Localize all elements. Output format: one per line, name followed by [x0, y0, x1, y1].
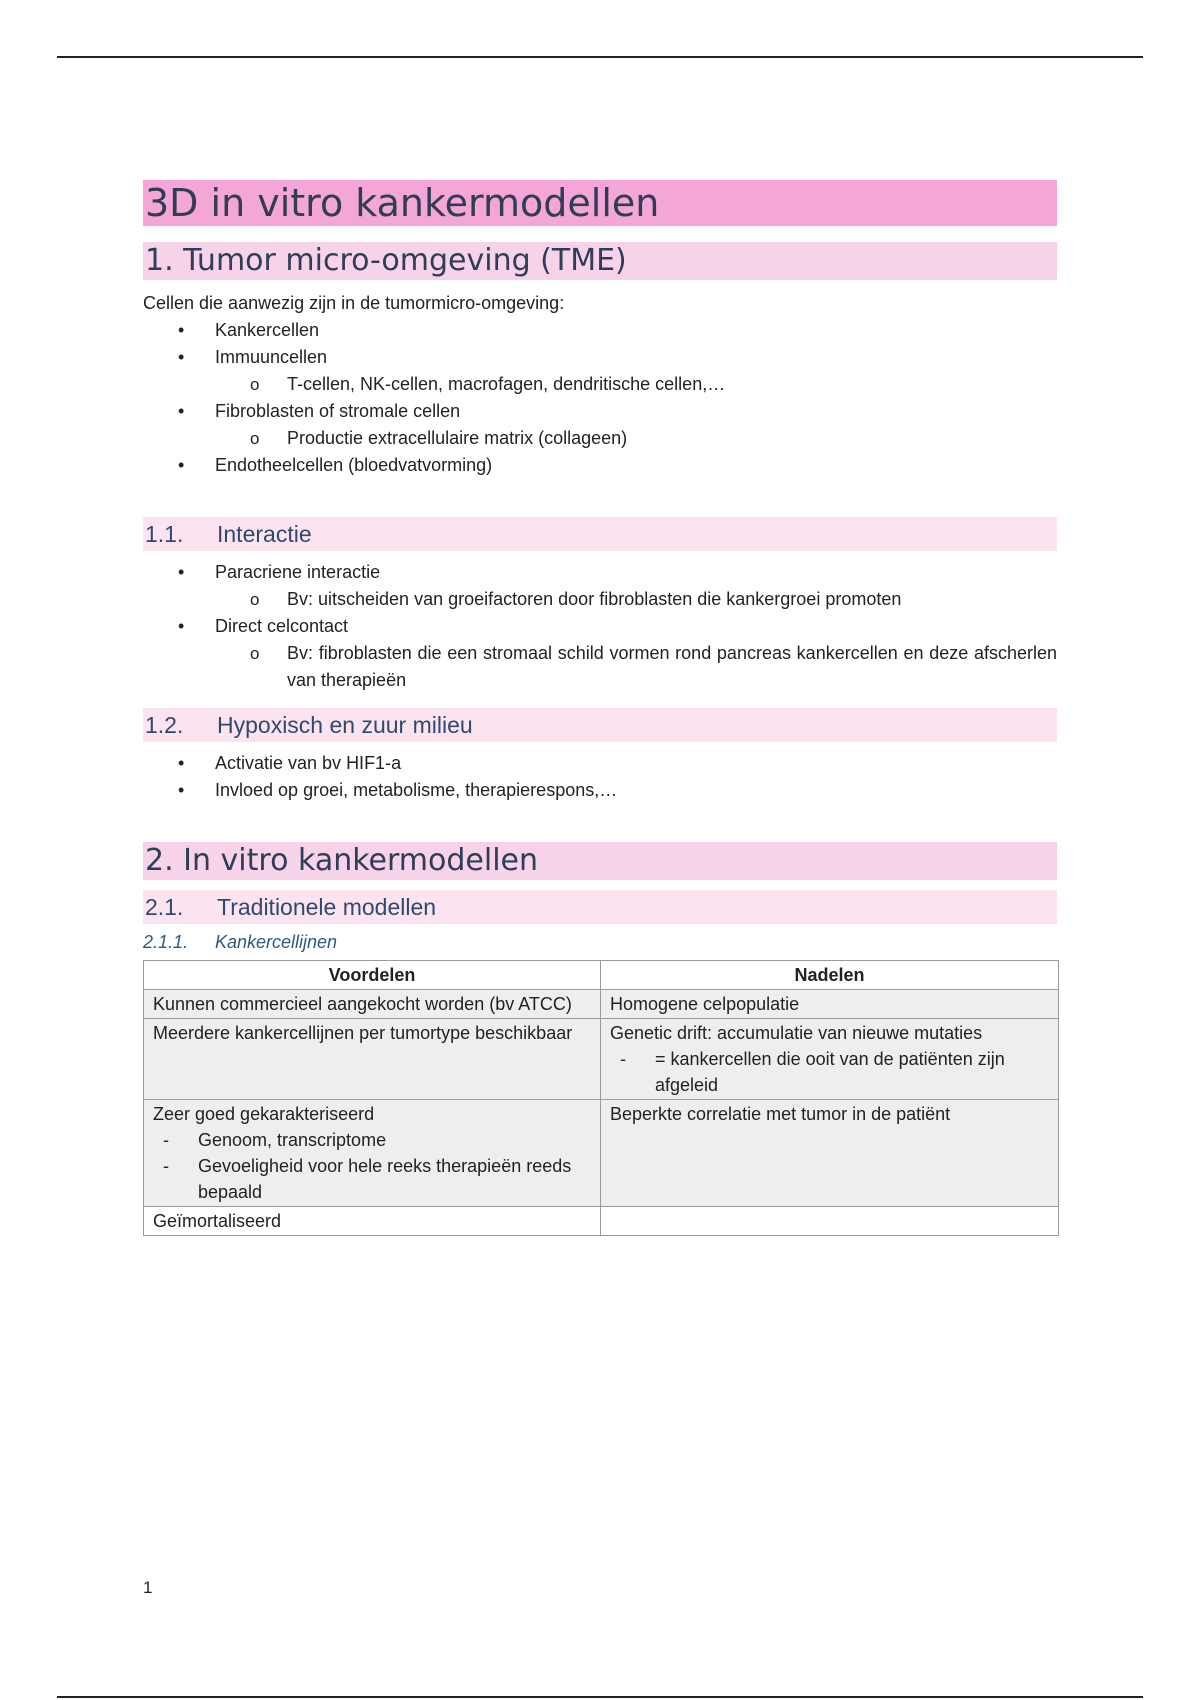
table-cell: Meerdere kankercellijnen per tumortype beschikbaar — [144, 1019, 601, 1100]
list-item: • Fibroblasten of stromale cellen o Productie extracellulaire matrix (collageen) — [143, 398, 1057, 452]
table-row — [144, 990, 1059, 1019]
cell-sub-list — [610, 1046, 1049, 1098]
section-1-heading: 1. Tumor micro-omgeving (TME) — [143, 242, 1057, 280]
section-number: 1.1. — [145, 521, 184, 547]
cell-sub-list — [153, 1127, 591, 1205]
list-item: • Invloed op groei, metabolisme, therapierespons,… — [143, 777, 1057, 804]
sub-list-item: o T-cellen, NK-cellen, macrofagen, dendritische cellen,… — [214, 371, 1057, 398]
column-header-nadelen: Nadelen — [601, 961, 1059, 990]
table-header-row — [144, 961, 1059, 990]
sub-list-item: o Bv: fibroblasten die een stromaal schild vormen rond pancreas kankercellen en deze afscherlen van therapieën — [214, 640, 1057, 694]
cell-sub-item: - Gevoeligheid voor hele reeks therapieën reeds bepaald — [153, 1153, 591, 1205]
cell-sub-item: - = kankercellen die ooit van de patiënten zijn afgeleid — [610, 1046, 1049, 1098]
section-2-heading: 2. In vitro kankermodellen — [143, 842, 1057, 880]
section-1-2-list — [143, 750, 1057, 804]
section-title: Hypoxisch en zuur milieu — [217, 712, 473, 738]
table-cell — [601, 1207, 1059, 1236]
document-title: 3D in vitro kankermodellen — [143, 180, 1057, 226]
section-1-2-heading — [143, 708, 1057, 742]
sub-list-item: o Bv: uitscheiden van groeifactoren door fibroblasten die kankergroei promoten — [214, 586, 1057, 613]
sub-list — [215, 586, 1057, 613]
list-item: • Direct celcontact o Bv: fibroblasten die een stromaal schild vormen rond pancreas kankercellen en deze afscherlen van therapieën — [143, 613, 1057, 694]
list-item: • Immuuncellen o T-cellen, NK-cellen, macrofagen, dendritische cellen,… — [143, 344, 1057, 398]
table-row — [144, 1019, 1059, 1100]
cell-text: Zeer goed gekarakteriseerd — [153, 1104, 375, 1124]
section-1-1-heading — [143, 517, 1057, 551]
section-2-1-heading — [143, 890, 1057, 924]
table-cell: Homogene celpopulatie — [601, 990, 1059, 1019]
section-1-list — [143, 317, 1057, 479]
table-row — [144, 1100, 1059, 1207]
cell-text: Genetic drift: accumulatie van nieuwe mutaties — [610, 1023, 983, 1043]
list-item: • Activatie van bv HIF1-a — [143, 750, 1057, 777]
cell-sub-item: - Genoom, transcriptome — [153, 1127, 591, 1153]
table-cell: Kunnen commercieel aangekocht worden (bv ATCC) — [144, 990, 601, 1019]
section-1-1-list — [143, 559, 1057, 694]
section-number: 2.1.1. — [143, 932, 189, 952]
section-number: 1.2. — [145, 712, 184, 738]
column-header-voordelen: Voordelen — [144, 961, 601, 990]
page-number: 1 — [143, 1578, 153, 1597]
section-number: 2.1. — [145, 894, 184, 920]
list-item: • Kankercellen — [143, 317, 1057, 344]
footer-rule — [57, 1696, 1143, 1698]
table-cell — [144, 1100, 601, 1207]
section-2-1-1-heading — [143, 930, 1057, 954]
table-cell — [601, 1019, 1059, 1100]
table-row — [144, 1207, 1059, 1236]
section-title: Interactie — [217, 521, 312, 547]
section-title: Traditionele modellen — [217, 894, 437, 920]
sub-list — [215, 640, 1057, 694]
page-content — [143, 180, 1057, 1236]
list-item: • Endotheelcellen (bloedvatvorming) — [143, 452, 1057, 479]
table-cell: Beperkte correlatie met tumor in de patiënt — [601, 1100, 1059, 1207]
sub-list — [215, 371, 1057, 398]
sub-list — [215, 425, 1057, 452]
header-rule — [57, 56, 1143, 58]
pros-cons-table — [143, 960, 1059, 1236]
table-cell: Geïmortaliseerd — [144, 1207, 601, 1236]
sub-list-item: o Productie extracellulaire matrix (collageen) — [214, 425, 1057, 452]
section-1-intro: Cellen die aanwezig zijn in de tumormicro-omgeving: — [143, 293, 565, 313]
list-item: • Paracriene interactie o Bv: uitscheiden van groeifactoren door fibroblasten die kankergroei promoten — [143, 559, 1057, 613]
section-title: Kankercellijnen — [215, 932, 338, 952]
